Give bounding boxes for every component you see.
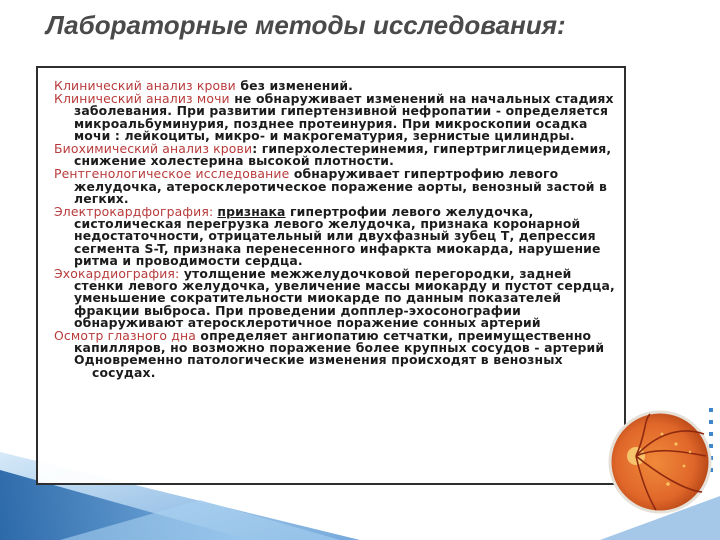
item-text: не обнаруживает изменений на начальных стадиях заболевания. При развитии гипертензивной нефропатии - определяется микроальбуминурия, позднее протеинурия. При микроскопии осадка мочи : лейкоциты, микро- и макрогематурия, зернистые цилиндры. — [74, 91, 614, 143]
item-text: : гиперхолестеринемия, гипертриглицеридемия, снижение холестерина высокой плотности. — [74, 141, 612, 169]
content-box — [36, 66, 626, 485]
item-text: без изменений. — [235, 78, 354, 93]
item-text: определяет ангиопатию сетчатки, преимущественно капилляров, но возможно поражение более крупных сосудов - артерий Одновременно патологические изменения происходят в венозных — [74, 328, 605, 368]
item-lead: Клинический анализ крови — [54, 78, 236, 93]
item-fundus-exam — [54, 330, 620, 379]
page-title: Лабораторные методы исследования: — [46, 10, 566, 40]
item-lead: Эхокардиография: — [54, 266, 180, 282]
eye-fundus-image — [606, 404, 718, 524]
eye-fundus-icon — [606, 404, 718, 524]
item-lead: Электрокардфография: — [54, 204, 218, 220]
item-urine-analysis — [54, 93, 620, 142]
item-echocardiography — [54, 268, 620, 329]
item-lead: Рентгенологическое исследование — [54, 166, 290, 182]
item-lead: Осмотр глазного дна — [54, 328, 196, 344]
item-emphasis: признака — [217, 204, 286, 220]
item-text: обнаруживает гипертрофию левого желудочка, атеросклеротическое поражение аорты, венозный застой в легких. — [74, 166, 608, 206]
item-ecg — [54, 206, 620, 267]
item-text: гипертрофии левого желудочка, систолическая перегрузка левого желудочка, признака коронарной недостаточности, отрицательный или двухфазный зубец Т, депрессия сегмента S-T, признака перенесенного инфаркта миокарда, нарушение ритма и проводимости сердца. — [74, 204, 601, 268]
item-xray — [54, 168, 620, 205]
item-lead: Биохимический анализ крови — [54, 141, 253, 157]
item-text: утолщение межжелудочковой перегородки, задней стенки левого желудочка, увеличение массы миокарду и пустот сердца, уменьшение сократительности миокарде по данным показателей фракции выброса. При проведении допплер-эхосонографии обнаруживают атеросклеротичное поражение сонных артерий — [74, 266, 615, 330]
item-biochemistry — [54, 143, 620, 167]
item-lead: Клинический анализ мочи — [54, 91, 230, 107]
item-tail: сосудах. — [92, 364, 156, 380]
